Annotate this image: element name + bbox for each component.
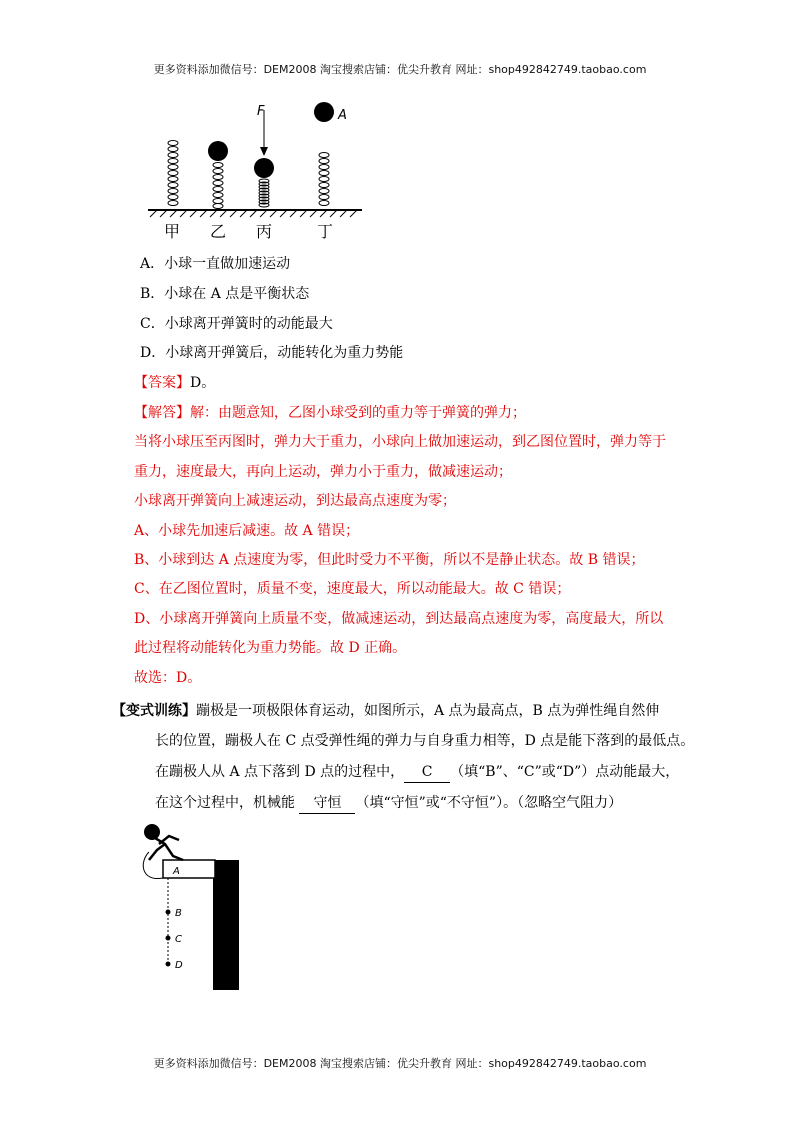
spring-ding [319,153,329,206]
bungee-figure [135,822,255,994]
solution-first-text: 解：由题意知，乙图小球受到的重力等于弹簧的弹力； [190,405,526,421]
point-a-label: A [338,108,347,123]
solution-line-3: 小球离开弹簧向上减速运动，到达最高点速度为零； [134,493,456,509]
solution-choice: 故选：D。 [134,670,202,686]
variant-line-3 [155,762,679,783]
label-ding: 丁 [317,222,334,241]
option-a: A．小球一直做加速运动 [140,256,291,272]
label-yi: 乙 [210,222,227,241]
point-c: C [175,934,182,945]
variant-text-3b: （填“B”、“C”或“D”）点动能最大， [450,764,680,780]
option-b: B．小球在 A 点是平衡状态 [140,286,310,302]
spring-jia [168,141,178,206]
variant-text-3a: 在蹦极人从 A 点下落到 D 点的过程中， [155,764,405,780]
variant-text-4b: （填“守恒”或“不守恒”）。（忽略空气阻力） [355,795,623,811]
variant-line-4 [155,793,622,814]
variant-text-4a: 在这个过程中，机械能 [155,795,300,811]
point-a: A [173,866,180,877]
answer-line [134,373,215,393]
point-b: B [175,908,182,919]
solution-line-1: 当将小球压至丙图时，弹力大于重力，小球向上做加速运动，到乙图位置时，弹力等于 [134,434,666,450]
ball-bing [254,158,274,178]
page-header: 更多资料添加微信号：DEM2008 淘宝搜索店铺：优尖升教育 网址：shop492842749.taobao.com [153,63,647,76]
point-d: D [175,960,183,971]
ball-ding [314,102,334,122]
variant-line-2: 长的位置，蹦极人在 C 点受弹性绳的弹力与自身重力相等，D 点是能下落到的最低点。 [155,733,695,749]
spring-yi [213,163,223,209]
answer-tag: 【答案】 [134,375,190,391]
solution-tag-label: 【解答】 [134,405,190,421]
solution-line-6: C、在乙图位置时，质量不变，速度最大，所以动能最大。故 C 错误； [134,581,571,597]
answer-value: D。 [190,375,216,391]
option-c: C．小球离开弹簧时的动能最大 [140,316,333,332]
spring-bing [259,179,269,207]
blank-1: C [404,762,450,783]
solution-line-5: B、小球到达 A 点速度为零，但此时受力不平衡，所以不是静止状态。故 B 错误； [134,552,645,568]
variant-line-1 [112,701,659,721]
spring-ball-figure [140,95,380,245]
variant-tag: 【变式训练】 [112,703,196,719]
variant-text-1: 蹦极是一项极限体育运动，如图所示，A 点为最高点，B 点为弹性绳自然伸 [196,703,660,719]
solution-heading [134,403,526,423]
solution-line-7: D、小球离开弹簧向上质量不变，做减速运动，到达最高点速度为零，高度最大，所以 [134,611,664,627]
solution-line-8: 此过程将动能转化为重力势能。故 D 正确。 [134,640,407,656]
option-d: D．小球离开弹簧后，动能转化为重力势能 [140,345,404,361]
force-label: F [257,104,265,119]
page-footer: 更多资料添加微信号：DEM2008 淘宝搜索店铺：优尖升教育 网址：shop492842749.taobao.com [153,1057,647,1070]
solution-line-2: 重力，速度最大，再向上运动，弹力小于重力，做减速运动； [134,464,512,480]
solution-line-4: A、小球先加速后减速。故 A 错误； [134,523,360,539]
ball-yi [208,141,228,161]
label-jia: 甲 [164,222,181,241]
blank-2: 守恒 [299,793,355,814]
label-bing: 丙 [256,222,273,241]
